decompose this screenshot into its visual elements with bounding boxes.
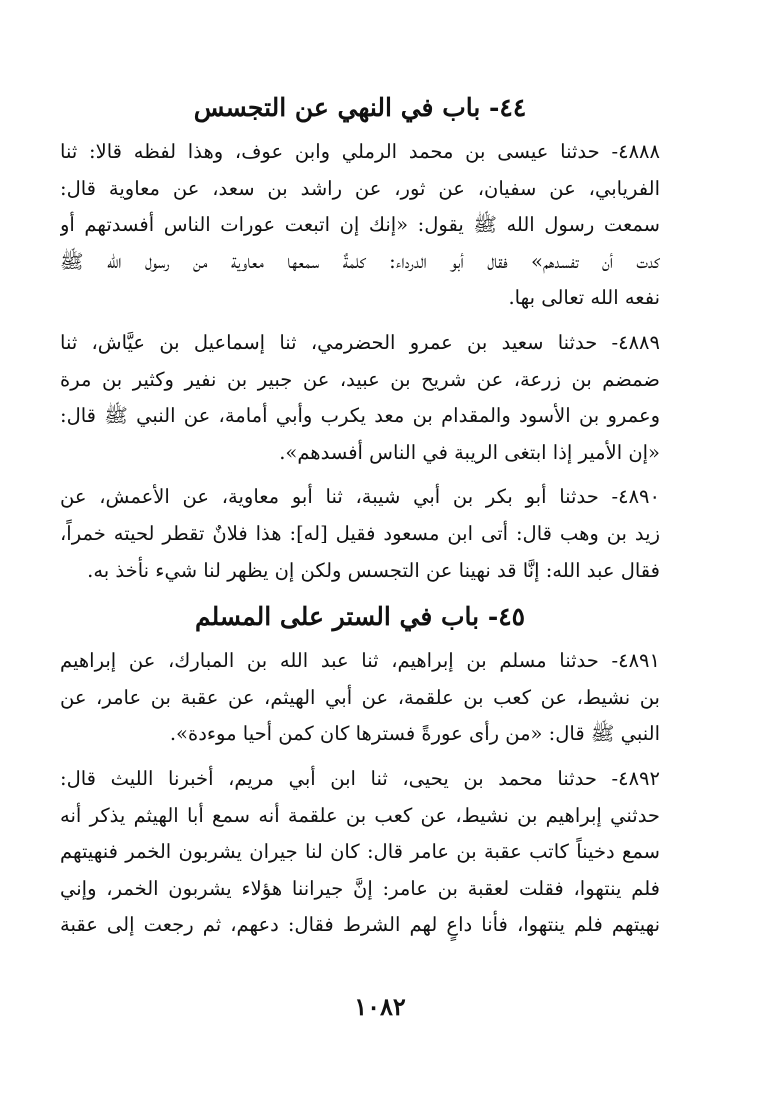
book-page [60, 88, 660, 952]
text-line: سمعت رسول الله ﷺ يقول: «إنك إن اتبعت عورات الناس أفسدتهم أو [60, 213, 660, 237]
text-line: نفعه الله تعالى بها. [508, 286, 660, 310]
text-line: وعمرو بن الأسود والمقدام بن معد يكرب وأبي أمامة، عن النبي ﷺ قال: [60, 404, 660, 428]
text-line: ٤٨٩٢- حدثنا محمد بن يحيى، ثنا ابن أبي مريم، أخبرنا الليث قال: [60, 766, 660, 790]
text-line: كدت أن تفسدهم» فقال أبو الدرداء: كلمةٌ سمعها معاوية من رسول الله ﷺ [60, 249, 660, 273]
text-line: «إن الأمير إذا ابتغى الريبة في الناس أفسدهم». [279, 440, 660, 464]
hadith-4888 [60, 134, 660, 317]
text-line: نهيتهم فلم ينتهوا، فأنا داعٍ لهم الشرط فقال: دعهم، ثم رجعت إلى عقبة [60, 913, 660, 937]
text-line: بن نشيط، عن كعب بن علقمة، عن أبي الهيثم، عن عقبة بن عامر، عن [60, 685, 660, 709]
text-line: ٤٨٨٩- حدثنا سعيد بن عمرو الحضرمي، ثنا إسماعيل بن عيَّاش، ثنا [60, 330, 660, 354]
text-line: سمع دخيناً كاتب عقبة بن عامر قال: كان لنا جيران يشربون الخمر فنهيتهم [60, 840, 660, 864]
hadith-4889 [60, 325, 660, 471]
text-line: فلم ينتهوا، فقلت لعقبة بن عامر: إنَّ جيراننا هؤلاء يشربون الخمر، وإني [60, 876, 660, 900]
hadith-4890 [60, 479, 660, 589]
page-number: ١٠٨٢ [354, 992, 406, 1021]
text-line: الفريابي، عن سفيان، عن ثور، عن راشد بن سعد، عن معاوية قال: [60, 176, 660, 200]
text-line: ضمضم بن زرعة، عن شريح بن عبيد، عن جبير بن نفير وكثير بن مرة [60, 367, 660, 391]
section-heading: ٤٥- باب في الستر على المسلم [194, 602, 526, 632]
text-line: ٤٨٨٨- حدثنا عيسى بن محمد الرملي وابن عوف، وهذا لفظه قالا: ثنا [60, 140, 660, 163]
section-heading: ٤٤- باب في النهي عن التجسس [193, 93, 527, 122]
text-line: النبي ﷺ قال: «من رأى عورةً فسترها كان كمن أحيا موءدة». [169, 722, 660, 746]
text-line: ٤٨٩٠- حدثنا أبو بكر بن أبي شيبة، ثنا أبو معاوية، عن الأعمش، عن [60, 485, 660, 509]
text-line: ٤٨٩١- حدثنا مسلم بن إبراهيم، ثنا عبد الله بن المبارك، عن إبراهيم [60, 649, 660, 673]
hadith-4892 [60, 761, 660, 944]
hadith-4891 [60, 643, 660, 753]
section-44 [60, 88, 660, 589]
section-45 [60, 597, 660, 944]
text-line: زيد بن وهب قال: أتى ابن مسعود فقيل [له]: هذا فلانٌ تقطر لحيته خمراً، [60, 521, 660, 545]
text-line: حدثني إبراهيم بن نشيط، عن كعب بن علقمة أنه سمع أبا الهيثم يذكر أنه [60, 803, 660, 827]
text-line: فقال عبد الله: إنَّا قد نهينا عن التجسس ولكن إن يظهر لنا شيء نأخذ به. [87, 558, 660, 582]
